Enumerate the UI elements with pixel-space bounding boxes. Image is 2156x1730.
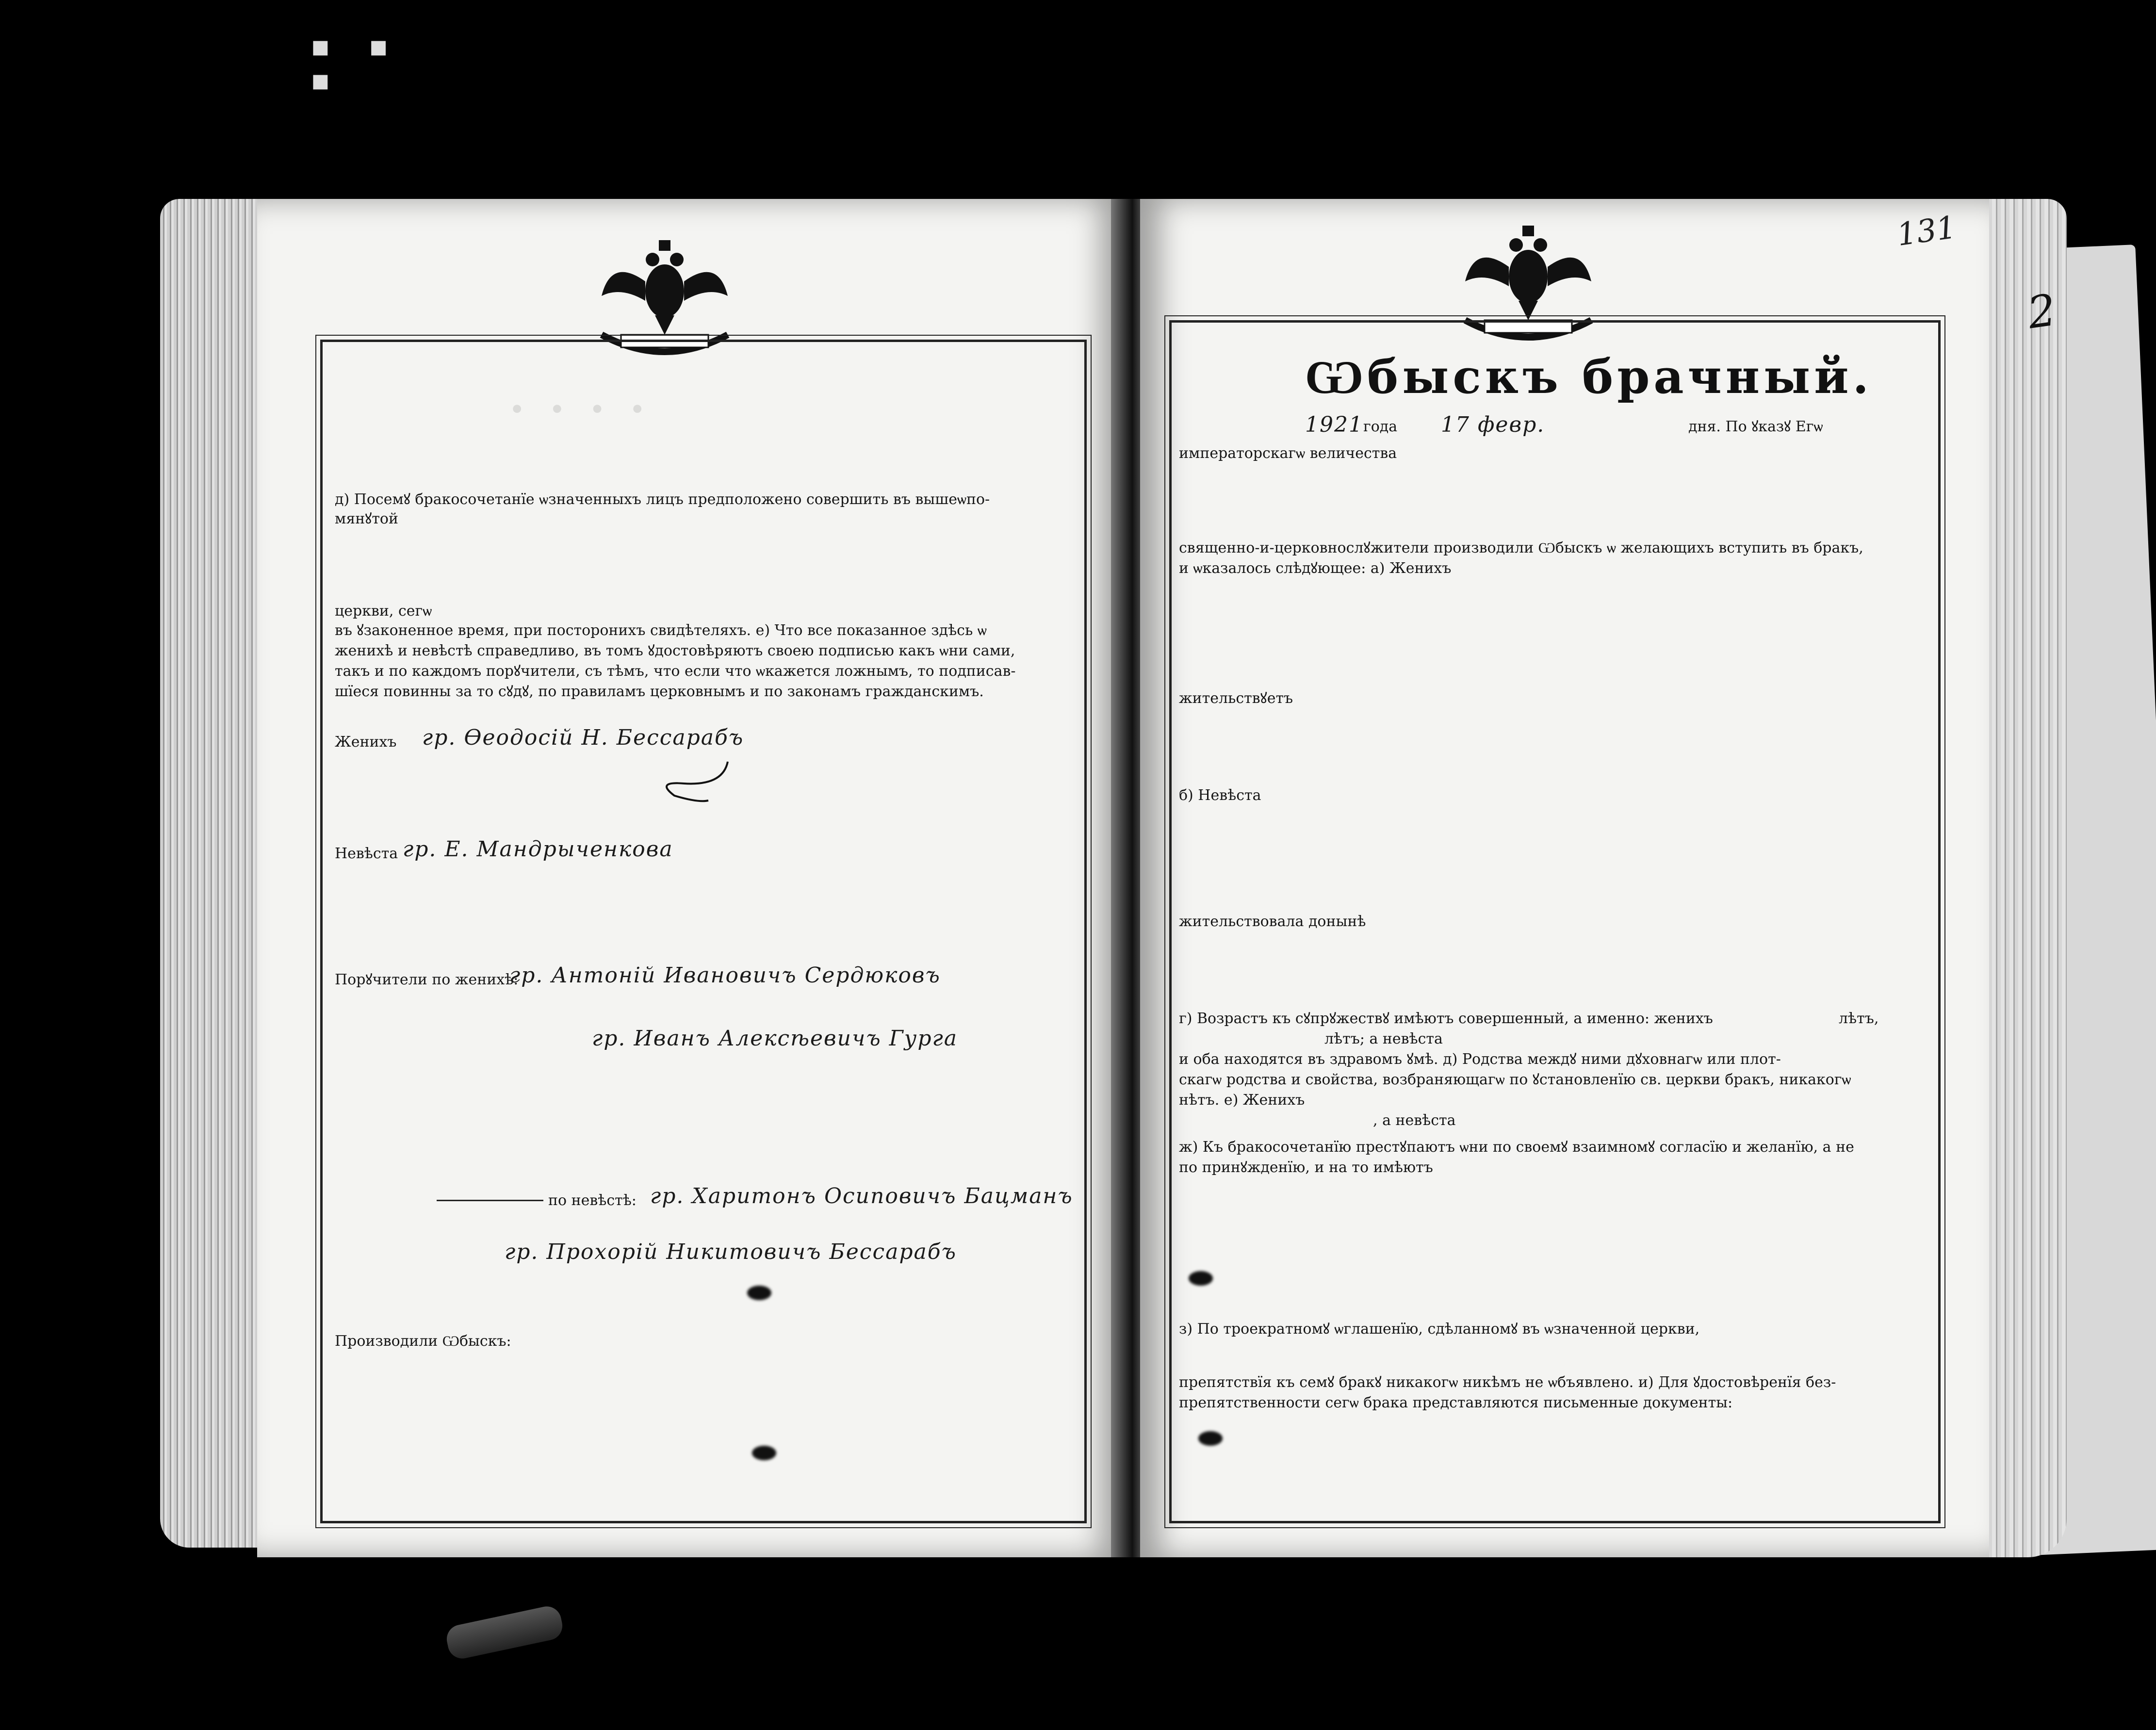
- signature-flourish: [655, 757, 733, 805]
- age-line-5: нѣтъ. е) Женихъ: [1179, 1092, 1305, 1109]
- result-text: и ѡказалось слѣдꙋющее: а) Женихъ: [1179, 560, 1452, 577]
- guarantor-2-signature: гр. Иванъ Алексѣевичъ Гурга: [592, 1026, 958, 1051]
- folio-number: 131: [1895, 209, 1959, 254]
- groom-signature: гр. Ѳеодосій Н. Бессарабъ: [422, 725, 744, 750]
- consent-line-1: ж) Къ бракосочетанїю престꙋпаютъ ѡни по своемꙋ взаимномꙋ согласїю и желанїю, а не: [1179, 1139, 1854, 1156]
- age-line-2: лѣтъ; а невѣста: [1324, 1030, 1443, 1047]
- film-marks: ▪ ▪ ▪: [310, 29, 403, 97]
- bride-signature: гр. Е. Мандрыченкова: [403, 837, 673, 862]
- bleed-through-title: · · · ·: [509, 383, 650, 435]
- majesty-text: императорскагѡ величества: [1179, 445, 1397, 462]
- left-page: [257, 199, 1121, 1557]
- ink-blot: [747, 1286, 771, 1300]
- folio-number-2: 2: [2024, 284, 2059, 339]
- guarantors-groom-label: Порꙋчители по женихѣ:: [335, 971, 519, 988]
- residence-groom: жительствꙋетъ: [1179, 690, 1293, 707]
- church-label: церкви, сегѡ: [335, 603, 432, 620]
- guarantors-bride-label: по невѣстѣ:: [548, 1192, 637, 1209]
- right-page: [1140, 199, 1989, 1557]
- bride-b: б) Невѣста: [1179, 787, 1261, 804]
- bride-label: Невѣста: [335, 845, 398, 862]
- date-handwritten: 17 февр.: [1441, 412, 1545, 437]
- announce-line-2: препятствїя къ семꙋ бракꙋ никакогѡ никѣмъ не ѡбъявлено. и) Для ꙋдостовѣренїя без-: [1179, 1374, 1836, 1391]
- document-title: Ѡбыскъ брачный.: [1305, 349, 1873, 404]
- age-line-1: г) Возрастъ къ сꙋпрꙋжествꙋ имѣютъ совершенный, а именно: женихъ: [1179, 1010, 1713, 1027]
- residence-bride: жительствовала донынѣ: [1179, 913, 1366, 930]
- ink-blot: [1189, 1271, 1213, 1286]
- paragraph-e-4: шїеся повинны за то сꙋдꙋ, по правиламъ церковнымъ и по законамъ гражданскимъ.: [335, 683, 984, 700]
- left-page-edges: [160, 199, 262, 1548]
- decree-text: дня. По ꙋказꙋ Егѡ: [1688, 418, 1823, 435]
- year-label: года: [1363, 418, 1398, 435]
- guarantor-4-signature: гр. Прохорій Никитовичъ Бессарабъ: [505, 1240, 957, 1264]
- clergy-text: священно-и-церковнослꙋжители производили Ѡбыскъ ѡ желающихъ вступить въ бракъ,: [1179, 539, 1863, 556]
- book-strap: [444, 1604, 565, 1661]
- announce-line-3: препятственности сегѡ брака представляются письменные документы:: [1179, 1394, 1733, 1411]
- search-conducted-label: Производили Ѡбыскъ:: [335, 1333, 511, 1350]
- age-years-1: лѣтъ,: [1839, 1010, 1879, 1027]
- guarantor-1-signature: гр. Антоній Ивановичъ Сердюковъ: [509, 963, 941, 988]
- ink-blot: [1198, 1431, 1223, 1446]
- announce-line-1: з) По троекратномꙋ ѡглашенїю, сдѣланномꙋ въ ѡзначенной церкви,: [1179, 1321, 1700, 1338]
- paragraph-e-1: въ ꙋзаконенное время, при посторонихъ свидѣтеляхъ. е) Что все показанное здѣсь ѡ: [335, 622, 987, 639]
- age-line-6: , а невѣста: [1373, 1112, 1456, 1129]
- rule-line: [437, 1200, 543, 1201]
- paragraph-e-2: женихѣ и невѣстѣ справедливо, въ томъ ꙋдостовѣряютъ своею подписью какъ ѡни сами,: [335, 642, 1015, 659]
- age-line-4: скагѡ родства и свойства, возбраняющагѡ по ꙋстановленїю св. церкви бракъ, никакогѡ: [1179, 1071, 1851, 1088]
- year-handwritten: 1921: [1305, 412, 1363, 437]
- open-register-book: [160, 180, 2067, 1606]
- paragraph-d-cont: мянꙋтой: [335, 510, 398, 527]
- groom-label: Женихъ: [335, 734, 397, 751]
- paragraph-e-3: такъ и по каждомъ порꙋчители, съ тѣмъ, что если что ѡкажется ложнымъ, то подписав-: [335, 663, 1016, 680]
- paragraph-d: д) Посемꙋ бракосочетанїе ѡзначенныхъ лицъ предположено совершить въ вышеѡпо-: [335, 491, 990, 508]
- age-line-3: и оба находятся въ здравомъ ꙋмѣ. д) Родства междꙋ ними дꙋховнагѡ или плот-: [1179, 1051, 1781, 1068]
- guarantor-3-signature: гр. Харитонъ Осиповичъ Бацманъ: [650, 1184, 1073, 1208]
- ink-blot: [752, 1446, 776, 1460]
- consent-line-2: по принꙋжденїю, и на то имѣютъ: [1179, 1159, 1433, 1176]
